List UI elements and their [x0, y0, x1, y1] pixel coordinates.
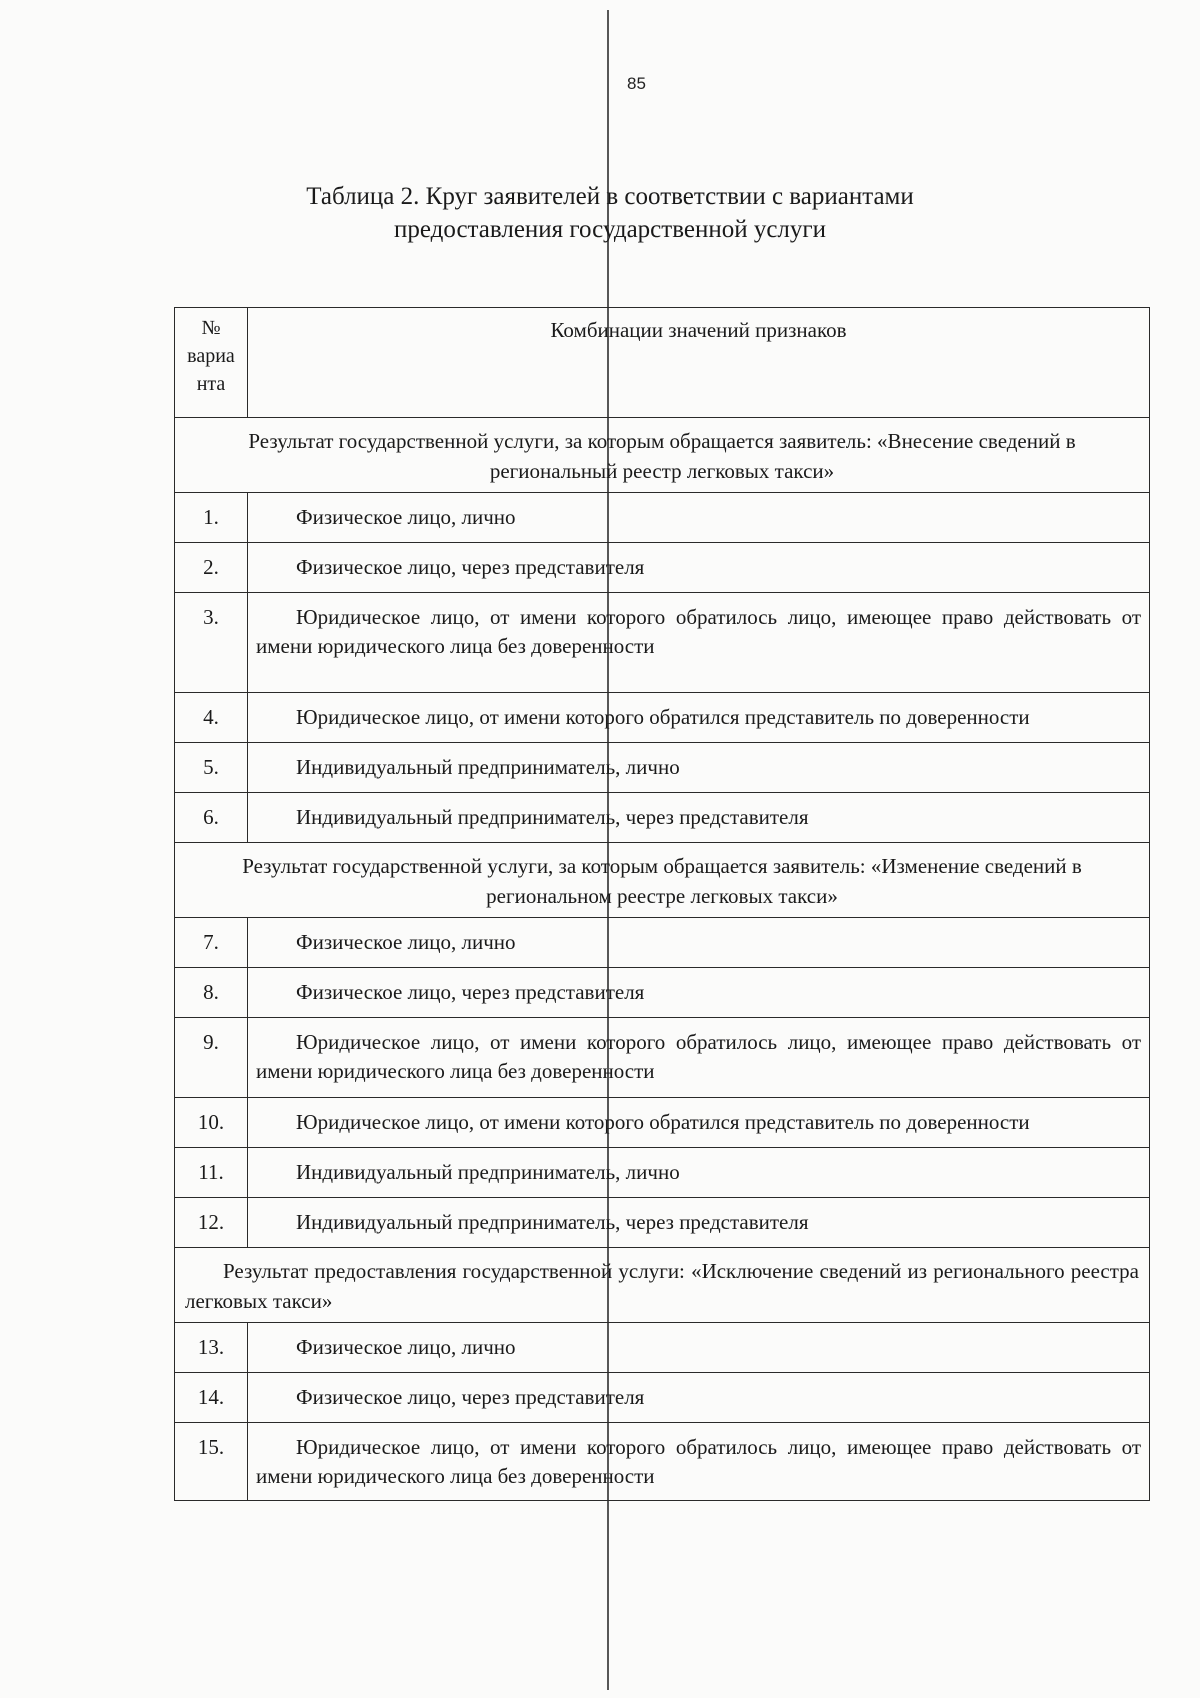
variant-description: Юридическое лицо, от имени которого обратилось лицо, имеющее право действовать от имени юридического лица без доверенности — [256, 1435, 1141, 1488]
table-row — [175, 1148, 1150, 1198]
header-number-label: № вариа нта — [187, 317, 235, 395]
header-number-cell — [175, 308, 248, 418]
variant-description-cell — [248, 1373, 1150, 1423]
section-heading-text: Результат государственной услуги, за которым обращается заявитель: «Изменение сведений в региональном реестре легковых такси» — [242, 854, 1082, 908]
variant-number: 4. — [175, 693, 248, 743]
section-heading-row — [175, 843, 1150, 918]
header-combinations-label: Комбинации значений признаков — [550, 318, 847, 342]
variant-number: 3. — [175, 593, 248, 693]
variant-description: Физическое лицо, лично — [296, 1335, 516, 1359]
variant-description-cell — [248, 493, 1150, 543]
variant-description-cell — [248, 693, 1150, 743]
table-row — [175, 1098, 1150, 1148]
table-row — [175, 968, 1150, 1018]
variant-description: Индивидуальный предприниматель, через представителя — [296, 805, 809, 829]
section-heading — [175, 418, 1150, 493]
section-heading — [175, 843, 1150, 918]
variant-description: Физическое лицо, через представителя — [296, 980, 645, 1004]
variant-description-cell — [248, 1323, 1150, 1373]
variant-description: Индивидуальный предприниматель, через представителя — [296, 1210, 809, 1234]
table-row — [175, 1423, 1150, 1501]
page-number: 85 — [627, 74, 646, 93]
variant-description-cell — [248, 1098, 1150, 1148]
section-heading-row — [175, 1248, 1150, 1323]
table-row — [175, 793, 1150, 843]
variant-description-cell — [248, 1423, 1150, 1501]
section-heading-text: Результат предоставления государственной услуги: «Исключение сведений из регионального реестра легковых такси» — [185, 1259, 1139, 1313]
variant-description-cell — [248, 918, 1150, 968]
variant-description: Индивидуальный предприниматель, лично — [296, 755, 680, 779]
variant-number: 15. — [175, 1423, 248, 1501]
table-title-line-1: Таблица 2. Круг заявителей в соответствии с вариантами — [306, 183, 914, 210]
variant-number: 12. — [175, 1198, 248, 1248]
header-combinations-cell — [248, 308, 1150, 418]
variant-description-cell — [248, 968, 1150, 1018]
table-title — [220, 180, 1000, 246]
variant-description: Юридическое лицо, от имени которого обратилось лицо, имеющее право действовать от имени юридического лица без доверенности — [256, 1030, 1141, 1083]
table-row — [175, 543, 1150, 593]
variant-number: 9. — [175, 1018, 248, 1098]
variant-description-cell — [248, 743, 1150, 793]
variant-number: 5. — [175, 743, 248, 793]
variant-description-cell — [248, 1018, 1150, 1098]
variant-number: 1. — [175, 493, 248, 543]
table-row — [175, 743, 1150, 793]
variant-number: 6. — [175, 793, 248, 843]
variant-description: Юридическое лицо, от имени которого обратился представитель по доверенности — [296, 1110, 1030, 1134]
table-header-row — [175, 308, 1150, 418]
variant-description: Юридическое лицо, от имени которого обратилось лицо, имеющее право действовать от имени юридического лица без доверенности — [256, 605, 1141, 658]
table-row — [175, 693, 1150, 743]
table-row — [175, 1373, 1150, 1423]
variant-description: Юридическое лицо, от имени которого обратился представитель по доверенности — [296, 705, 1030, 729]
variant-number: 7. — [175, 918, 248, 968]
section-heading-row — [175, 418, 1150, 493]
variant-description-cell — [248, 543, 1150, 593]
variant-description: Физическое лицо, лично — [296, 505, 516, 529]
table-row — [175, 1198, 1150, 1248]
table-row — [175, 918, 1150, 968]
applicants-table — [174, 307, 1150, 1501]
variant-number: 2. — [175, 543, 248, 593]
table-row — [175, 1323, 1150, 1373]
variant-number: 11. — [175, 1148, 248, 1198]
variant-number: 14. — [175, 1373, 248, 1423]
table-title-line-2: предоставления государственной услуги — [393, 216, 827, 243]
variant-description: Физическое лицо, через представителя — [296, 555, 645, 579]
variant-number: 10. — [175, 1098, 248, 1148]
variant-description-cell — [248, 1148, 1150, 1198]
variant-description: Физическое лицо, через представителя — [296, 1385, 645, 1409]
table-row — [175, 1018, 1150, 1098]
section-heading — [175, 1248, 1150, 1323]
table-row — [175, 593, 1150, 693]
variant-number: 8. — [175, 968, 248, 1018]
variant-description-cell — [248, 593, 1150, 693]
variant-description: Физическое лицо, лично — [296, 930, 516, 954]
section-heading-text: Результат государственной услуги, за которым обращается заявитель: «Внесение сведений в региональный реестр легковых такси» — [248, 429, 1076, 483]
table-row — [175, 493, 1150, 543]
variant-description-cell — [248, 1198, 1150, 1248]
variant-description-cell — [248, 793, 1150, 843]
variant-description: Индивидуальный предприниматель, лично — [296, 1160, 680, 1184]
variant-number: 13. — [175, 1323, 248, 1373]
